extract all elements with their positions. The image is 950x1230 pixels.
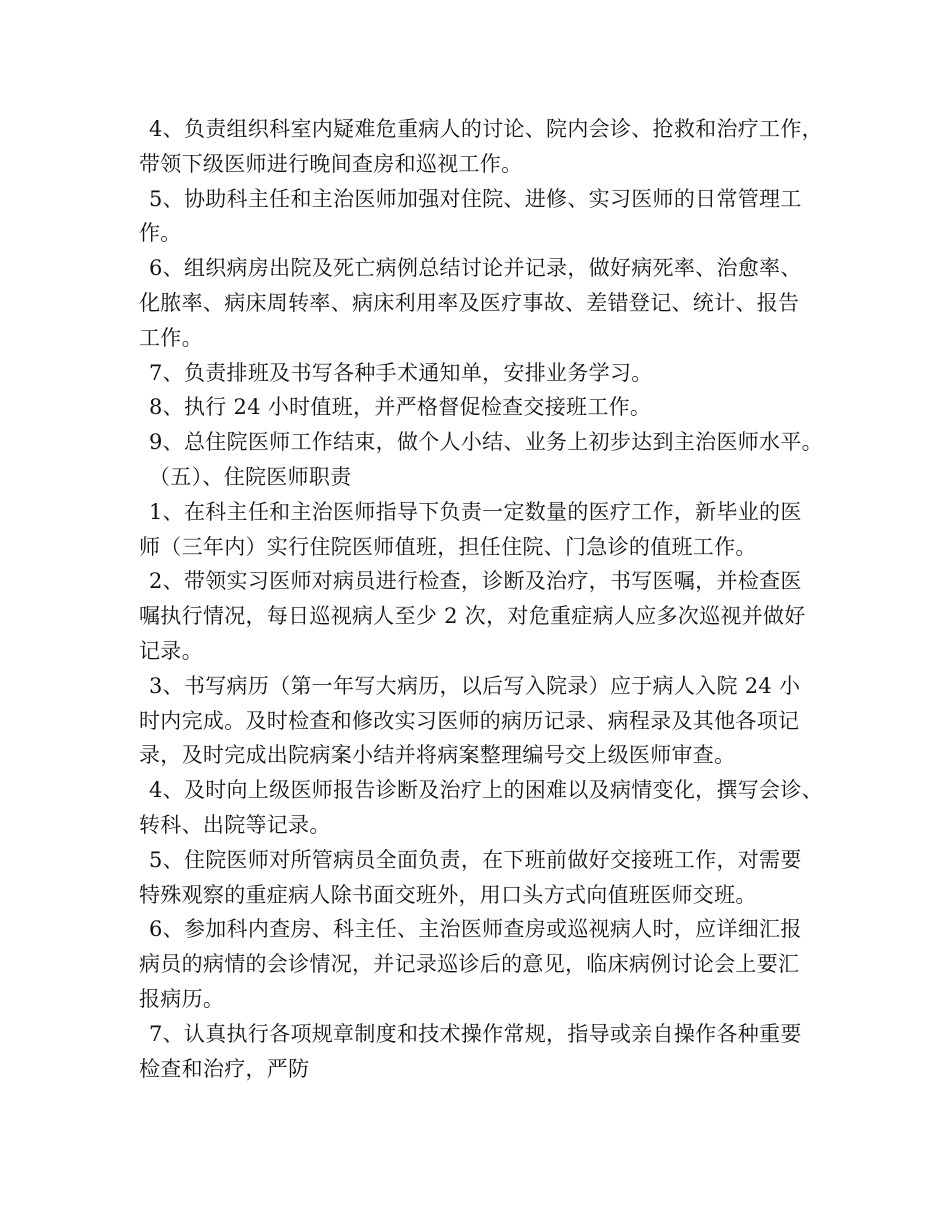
text-line: 检查和治疗，严防: [139, 1056, 310, 1081]
text-line: 9、总住院医师工作结束，做个人小结、业务上初步达到主治医师水平。: [149, 430, 823, 455]
text-line: 报病历。: [139, 986, 225, 1011]
text-line: 7、负责排班及书写各种手术通知单，安排业务学习。: [149, 360, 653, 385]
text-line: 3、书写病历（第一年写大病历，以后写入院录）应于病人入院 24 小: [149, 673, 801, 698]
text-line: 4、及时向上级医师报告诊断及治疗上的困难以及病情变化，撰写会诊、: [149, 778, 823, 803]
text-line: 师（三年内）实行住院医师值班，担任住院、门急诊的值班工作。: [139, 534, 757, 559]
text-line: 工作。: [139, 325, 203, 350]
text-line: 嘱执行情况，每日巡视病人至少 2 次，对危重症病人应多次巡视并做好: [139, 604, 806, 629]
document-body: [139, 112, 839, 1086]
text-line: 7、认真执行各项规章制度和技术操作常规，指导或亲自操作各种重要: [149, 1021, 802, 1046]
text-line: 8、执行 24 小时值班，并严格督促检查交接班工作。: [149, 395, 652, 420]
text-line: 5、住院医师对所管病员全面负责，在下班前做好交接班工作，对需要: [149, 847, 802, 872]
text-line: 病员的病情的会诊情况，并记录巡诊后的意见，临床病例讨论会上要汇: [139, 952, 800, 977]
text-line: 记录。: [139, 638, 203, 663]
text-line: 6、组织病房出院及死亡病例总结讨论并记录，做好病死率、治愈率、: [149, 256, 802, 281]
text-line: 化脓率、病床周转率、病床利用率及医疗事故、差错登记、统计、报告: [139, 290, 800, 315]
text-line: 6、参加科内查房、科主任、主治医师查房或巡视病人时，应详细汇报: [149, 917, 802, 942]
text-line: 录，及时完成出院病案小结并将病案整理编号交上级医师审查。: [139, 743, 736, 768]
text-line: 特殊观察的重症病人除书面交班外，用口头方式向值班医师交班。: [139, 882, 757, 907]
text-line: 2、带领实习医师对病员进行检查，诊断及治疗，书写医嘱，并检查医: [149, 569, 802, 594]
text-line: 转科、出院等记录。: [139, 812, 331, 837]
text-line: 时内完成。及时检查和修改实习医师的病历记录、病程录及其他各项记: [139, 708, 800, 733]
text-line: 带领下级医师进行晚间查房和巡视工作。: [139, 151, 523, 176]
text-line: 作。: [139, 221, 182, 246]
text-line: 1、在科主任和主治医师指导下负责一定数量的医疗工作，新毕业的医: [149, 499, 802, 524]
text-line: 5、协助科主任和主治医师加强对住院、进修、实习医师的日常管理工: [149, 186, 802, 211]
section-heading: （五）、住院医师职责: [149, 464, 352, 489]
text-line: 4、负责组织科室内疑难危重病人的讨论、院内会诊、抢救和治疗工作，: [149, 117, 823, 141]
